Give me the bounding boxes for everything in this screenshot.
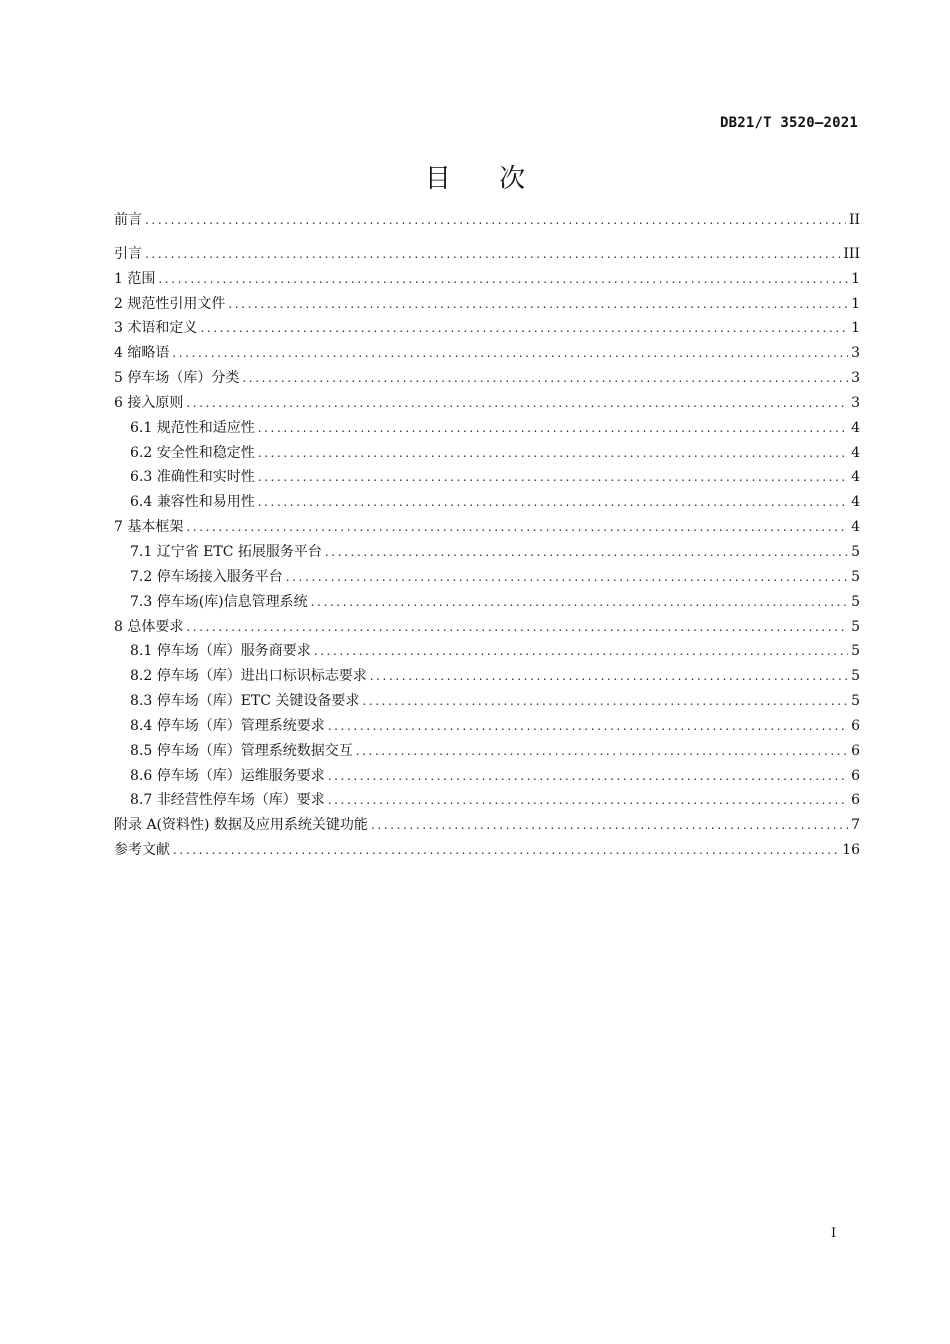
toc-dot-leader [325,540,848,565]
toc-entry[interactable] [114,838,860,863]
toc-entry-label: 6.1 规范性和适应性 [130,419,255,436]
toc-entry[interactable] [114,813,860,838]
toc-entry-label: 引言 [114,245,142,262]
toc-entry-label: 8.7 非经营性停车场（库）要求 [130,792,325,809]
toc-entry[interactable] [114,341,860,366]
toc-entry-page: 3 [851,370,860,387]
toc-entry-label: 2 规范性引用文件 [114,295,226,312]
toc-entry-page: 5 [851,693,860,710]
toc-dot-leader [186,391,848,416]
toc-entry[interactable] [114,540,860,565]
toc-entry-page: 3 [851,345,860,362]
toc-entry-label: 7 基本框架 [114,519,184,536]
toc-entry-page: 5 [851,618,860,635]
toc-entry-label: 8 总体要求 [114,618,184,635]
toc-dot-leader [228,292,848,317]
toc-dot-leader [258,465,848,490]
toc-dot-leader [258,441,848,466]
toc-entry-page: 16 [842,842,860,859]
toc-entry-page: 4 [851,419,860,436]
toc-entry[interactable] [114,739,860,764]
toc-entry-page: 4 [851,519,860,536]
toc-dot-leader [145,208,846,233]
toc-dot-leader [311,590,848,615]
toc-dot-leader [356,739,848,764]
toc-entry[interactable] [114,208,860,233]
toc-entry-label: 前言 [114,212,142,228]
toc-entry-page: 1 [851,295,860,312]
toc-entry-page: 6 [851,742,860,759]
toc-entry-page: III [843,245,860,262]
toc-entry[interactable] [114,465,860,490]
toc-entry-label: 8.6 停车场（库）运维服务要求 [130,767,325,784]
toc-dot-leader [328,714,848,739]
toc-dot-leader [172,341,848,366]
toc-entry[interactable] [114,416,860,441]
toc-entry-label: 7.2 停车场接入服务平台 [130,568,283,585]
toc-dot-leader [158,267,848,292]
toc-dot-leader [370,664,848,689]
toc-entry-page: 3 [851,394,860,411]
toc-entry-label: 8.4 停车场（库）管理系统要求 [130,717,325,734]
toc-entry-page: 1 [851,320,860,337]
toc-entry-label: 8.5 停车场（库）管理系统数据交互 [130,742,353,759]
toc-entry[interactable] [114,441,860,466]
toc-entry-page: II [848,212,860,228]
toc-entry-label: 6 接入原则 [114,394,184,411]
toc-entry[interactable] [114,316,860,341]
toc-entry-page: 5 [851,643,860,660]
toc-dot-leader [145,242,840,267]
toc-entry[interactable] [114,664,860,689]
toc-entry-page: 6 [851,717,860,734]
toc-entry[interactable] [114,242,860,267]
toc-dot-leader [328,788,848,813]
toc-entry[interactable] [114,689,860,714]
toc-entry[interactable] [114,565,860,590]
toc-entry-page: 4 [851,494,860,511]
toc-entry-page: 6 [851,792,860,809]
toc-dot-leader [286,565,848,590]
toc-entry[interactable] [114,788,860,813]
toc-entry-label: 8.3 停车场（库）ETC 关键设备要求 [130,693,360,710]
toc-entry[interactable] [114,615,860,640]
toc-dot-leader [186,515,848,540]
page-number: I [831,1226,837,1241]
toc-entry[interactable] [114,714,860,739]
toc-dot-leader [258,416,848,441]
toc-entry-page: 5 [851,668,860,685]
document-code: DB21/T 3520—2021 [719,115,858,131]
toc-entry[interactable] [114,391,860,416]
toc-entry-page: 5 [851,543,860,560]
toc-title: 目 次 [424,164,546,194]
toc-dot-leader [362,689,848,714]
toc-dot-leader [173,838,839,863]
toc-entry-label: 3 术语和定义 [114,320,198,337]
toc-dot-leader [314,639,848,664]
table-of-contents [114,208,860,863]
toc-entry-page: 4 [851,444,860,461]
toc-entry[interactable] [114,267,860,292]
toc-entry-page: 6 [851,767,860,784]
toc-entry-label: 4 缩略语 [114,345,170,362]
toc-entry[interactable] [114,292,860,317]
toc-dot-leader [328,764,848,789]
toc-entry-label: 7.1 辽宁省 ETC 拓展服务平台 [130,543,322,560]
toc-entry-page: 1 [851,270,860,287]
toc-entry-page: 4 [851,469,860,486]
toc-entry-label: 附录 A(资料性) 数据及应用系统关键功能 [114,817,368,834]
toc-entry-label: 参考文献 [114,842,170,859]
toc-entry-page: 5 [851,593,860,610]
toc-entry-label: 1 范围 [114,270,156,287]
toc-dot-leader [200,316,848,341]
toc-entry-page: 7 [851,817,860,834]
toc-dot-leader [186,615,848,640]
toc-entry-label: 6.4 兼容性和易用性 [130,494,255,511]
toc-entry[interactable] [114,639,860,664]
toc-dot-leader [371,813,848,838]
toc-entry-label: 8.1 停车场（库）服务商要求 [130,643,311,660]
toc-entry[interactable] [114,590,860,615]
toc-entry[interactable] [114,764,860,789]
toc-entry-page: 5 [851,568,860,585]
toc-entry-label: 7.3 停车场(库)信息管理系统 [130,593,308,610]
toc-dot-leader [242,366,848,391]
toc-entry[interactable] [114,366,860,391]
toc-entry-label: 6.3 准确性和实时性 [130,469,255,486]
toc-dot-leader [258,490,848,515]
toc-entry[interactable] [114,515,860,540]
toc-entry-label: 5 停车场（库）分类 [114,370,240,387]
toc-entry[interactable] [114,490,860,515]
toc-entry-label: 8.2 停车场（库）进出口标识标志要求 [130,668,367,685]
toc-entry-label: 6.2 安全性和稳定性 [130,444,255,461]
